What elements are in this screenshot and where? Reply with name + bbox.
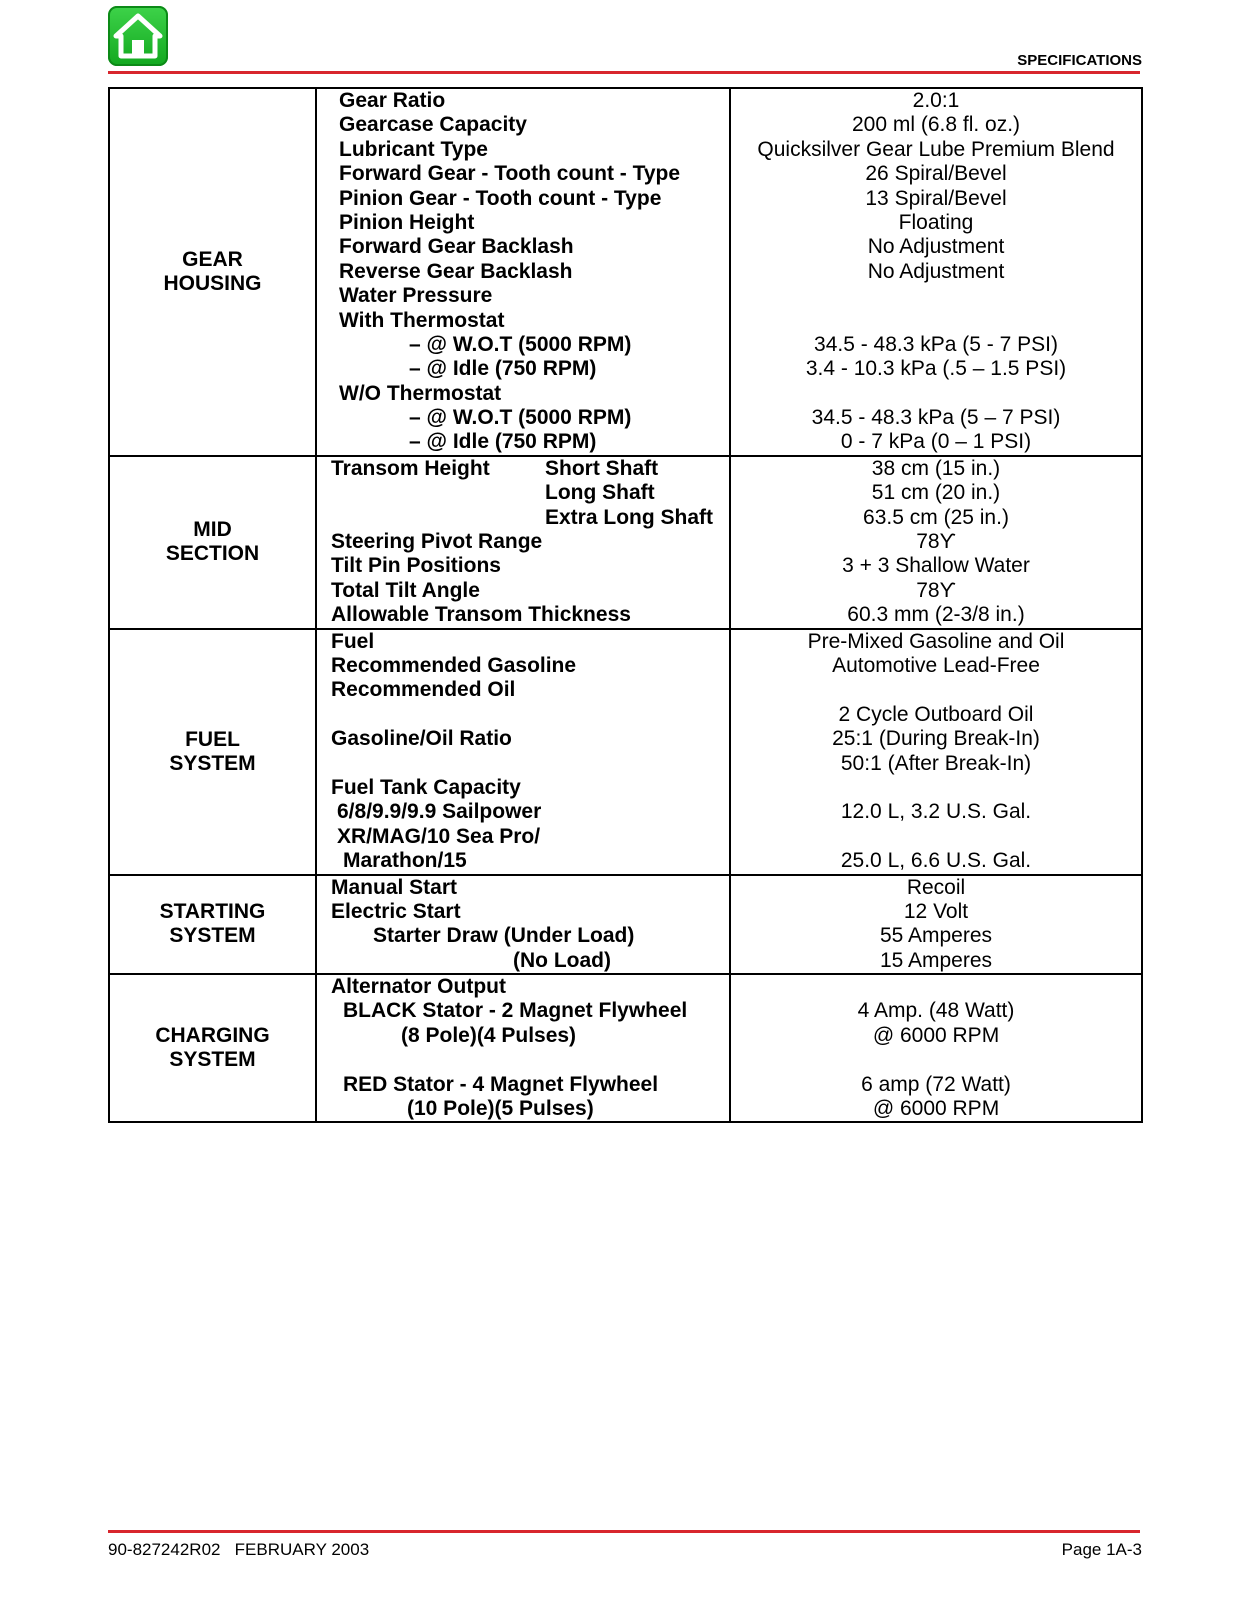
- spec-label-text: XR/MAG/10 Sea Pro/: [337, 824, 541, 848]
- page-number: Page 1A-3: [1061, 1540, 1142, 1559]
- spec-label: [317, 481, 729, 505]
- spec-label-text: Allowable Transom Thickness: [331, 603, 631, 627]
- spec-label: [317, 138, 729, 162]
- spec-label: [317, 260, 729, 284]
- spec-label: [317, 603, 729, 627]
- spec-label-text: Steering Pivot Range: [331, 530, 543, 554]
- section-name: [109, 629, 316, 875]
- spec-label-text: Tilt Pin Positions: [331, 554, 501, 578]
- spec-label: [317, 579, 729, 603]
- spec-label: [317, 825, 729, 849]
- spec-value: 2 Cycle Outboard Oil: [838, 702, 1034, 726]
- spec-values: [730, 974, 1142, 1122]
- spec-labels: [316, 629, 730, 875]
- spec-label: [317, 999, 729, 1023]
- spec-label: [317, 406, 729, 430]
- home-button[interactable]: [108, 6, 168, 66]
- spec-sublabel: Extra Long Shaft: [545, 505, 714, 529]
- spec-label-text: – @ W.O.T (5000 RPM): [409, 406, 632, 430]
- spec-value: [731, 382, 1141, 406]
- spec-value: 25.0 L, 6.6 U.S. Gal.: [840, 849, 1032, 873]
- spec-label-text: Lubricant Type: [339, 137, 488, 161]
- spec-label: [317, 876, 729, 900]
- spec-values: [730, 88, 1142, 456]
- spec-section-row: [109, 974, 1142, 1122]
- spec-label: [317, 89, 729, 113]
- spec-section-row: [109, 875, 1142, 975]
- spec-label: [317, 800, 729, 824]
- spec-label: [317, 654, 729, 678]
- spec-label-text: Recommended Gasoline: [331, 653, 577, 677]
- spec-label-text: – @ W.O.T (5000 RPM): [409, 332, 632, 356]
- spec-value: [731, 776, 1141, 800]
- spec-label-text: (8 Pole)(4 Pulses): [401, 1023, 577, 1047]
- spec-label: [317, 975, 729, 999]
- home-icon: [113, 11, 163, 61]
- section-name-line: SYSTEM: [169, 924, 256, 948]
- spec-values: [730, 629, 1142, 875]
- section-name: [109, 456, 316, 629]
- spec-label: [317, 949, 729, 973]
- header-divider: [108, 71, 1140, 74]
- spec-value: 2.0:1: [912, 89, 960, 112]
- section-name-line: HOUSING: [163, 271, 262, 295]
- spec-label-text: BLACK Stator - 2 Magnet Flywheel: [343, 999, 688, 1023]
- spec-label: [317, 382, 729, 406]
- spec-label: [317, 530, 729, 554]
- specifications-table: [108, 87, 1143, 1123]
- spec-label-text: 6/8/9.9/9.9 Sailpower: [337, 800, 542, 824]
- spec-label: [317, 284, 729, 308]
- spec-value: 34.5 - 48.3 kPa (5 – 7 PSI): [811, 406, 1061, 430]
- spec-label-text: Fuel: [331, 629, 375, 653]
- section-name: [109, 875, 316, 975]
- spec-value: [731, 1048, 1141, 1072]
- section-name: [109, 88, 316, 456]
- spec-value: 3.4 - 10.3 kPa (.5 – 1.5 PSI): [805, 357, 1067, 381]
- spec-label: [317, 900, 729, 924]
- section-name-line: SYSTEM: [169, 1048, 256, 1072]
- spec-value: [731, 284, 1141, 308]
- spec-label-text: Gasoline/Oil Ratio: [331, 727, 512, 751]
- spec-label-text: With Thermostat: [339, 308, 505, 332]
- spec-values: [730, 456, 1142, 629]
- spec-value: 12.0 L, 3.2 U.S. Gal.: [840, 800, 1032, 824]
- spec-value: 12 Volt: [903, 899, 969, 923]
- spec-label: [317, 554, 729, 578]
- document-id: 90-827242R02 FEBRUARY 2003: [108, 1540, 370, 1559]
- spec-label-text: Marathon/15: [343, 849, 467, 873]
- section-name-line: SYSTEM: [169, 751, 256, 775]
- spec-sublabel: Short Shaft: [545, 456, 659, 480]
- spec-label-text: Manual Start: [331, 875, 458, 899]
- specifications-table-body: [109, 88, 1142, 1122]
- spec-label: [317, 1097, 729, 1121]
- spec-label: [317, 187, 729, 211]
- spec-value: 200 ml (6.8 fl. oz.): [851, 113, 1021, 137]
- section-name-line: SECTION: [165, 542, 260, 566]
- spec-label: [317, 457, 729, 481]
- spec-label: [317, 162, 729, 186]
- spec-label: [317, 357, 729, 381]
- spec-section-row: [109, 88, 1142, 456]
- spec-label-text: Gear Ratio: [339, 89, 446, 112]
- spec-section-row: [109, 629, 1142, 875]
- spec-label-text: Starter Draw (Under Load): [373, 924, 635, 948]
- spec-label-text: Forward Gear - Tooth count - Type: [339, 162, 681, 186]
- spec-label: [317, 309, 729, 333]
- spec-label-text: Recommended Oil: [331, 678, 516, 702]
- spec-label-text: Reverse Gear Backlash: [339, 259, 573, 283]
- spec-label: [317, 630, 729, 654]
- spec-label: [317, 752, 729, 776]
- section-name-line: STARTING: [159, 900, 266, 924]
- spec-value: 34.5 - 48.3 kPa (5 - 7 PSI): [814, 332, 1058, 356]
- section-title: SPECIFICATIONS: [1017, 52, 1142, 69]
- spec-label-text: (No Load): [513, 948, 611, 972]
- footer-divider: [108, 1530, 1140, 1533]
- spec-sublabel: Long Shaft: [545, 481, 655, 505]
- section-name-line: MID: [193, 518, 232, 542]
- spec-label: [317, 211, 729, 235]
- spec-labels: [316, 974, 730, 1122]
- spec-label-text: (10 Pole)(5 Pulses): [407, 1097, 594, 1121]
- spec-label-text: Total Tilt Angle: [331, 578, 480, 602]
- spec-value: 26 Spiral/Bevel: [865, 162, 1007, 186]
- spec-value: Automotive Lead-Free: [832, 653, 1040, 677]
- spec-value: 3 + 3 Shallow Water: [842, 554, 1030, 578]
- spec-label: [317, 849, 729, 873]
- spec-value: 50:1 (After Break-In): [840, 751, 1032, 775]
- spec-label: [317, 1024, 729, 1048]
- spec-label-text: Fuel Tank Capacity: [331, 775, 521, 799]
- spec-label: [317, 678, 729, 702]
- spec-label-text: Forward Gear Backlash: [339, 235, 574, 259]
- spec-label: [317, 727, 729, 751]
- spec-label: [317, 776, 729, 800]
- section-name-line: FUEL: [185, 727, 240, 751]
- section-name-line: GEAR: [182, 247, 243, 271]
- spec-value: Pre-Mixed Gasoline and Oil: [807, 629, 1065, 653]
- spec-value: 0 - 7 kPa (0 – 1 PSI): [840, 430, 1032, 454]
- spec-value: 51 cm (20 in.): [871, 481, 1001, 505]
- spec-value: 15 Amperes: [879, 948, 993, 972]
- spec-value: @ 6000 RPM: [872, 1023, 1000, 1047]
- spec-value: 60.3 mm (2-3/8 in.): [847, 603, 1025, 627]
- spec-value: 78ϒ: [916, 530, 956, 554]
- spec-label: [317, 430, 729, 454]
- spec-value: 6 amp (72 Watt): [861, 1072, 1011, 1096]
- spec-value: 25:1 (During Break-In): [832, 727, 1040, 751]
- spec-value: 78ϒ: [916, 578, 956, 602]
- spec-label: [317, 1073, 729, 1097]
- spec-value: [731, 678, 1141, 702]
- spec-value: No Adjustment: [867, 259, 1005, 283]
- spec-labels: [316, 88, 730, 456]
- spec-value: 13 Spiral/Bevel: [865, 186, 1007, 210]
- section-name-line: CHARGING: [155, 1024, 270, 1048]
- spec-label: [317, 113, 729, 137]
- spec-label-text: Transom Height: [331, 456, 490, 480]
- spec-value: Floating: [898, 210, 974, 234]
- spec-label: [317, 703, 729, 727]
- spec-label: [317, 506, 729, 530]
- spec-value: [731, 975, 1141, 999]
- spec-label-text: Alternator Output: [331, 975, 506, 999]
- spec-label-text: RED Stator - 4 Magnet Flywheel: [343, 1072, 659, 1096]
- spec-label-text: Water Pressure: [339, 284, 493, 308]
- spec-labels: [316, 456, 730, 629]
- spec-label-text: Electric Start: [331, 899, 461, 923]
- spec-labels: [316, 875, 730, 975]
- spec-value: Recoil: [906, 875, 966, 899]
- spec-label-text: – @ Idle (750 RPM): [409, 357, 597, 381]
- spec-label-text: Pinion Gear - Tooth count - Type: [339, 186, 662, 210]
- spec-value: @ 6000 RPM: [872, 1097, 1000, 1121]
- spec-label: [317, 924, 729, 948]
- spec-value: 4 Amp. (48 Watt): [857, 999, 1015, 1023]
- spec-value: [731, 825, 1141, 849]
- spec-values: [730, 875, 1142, 975]
- spec-value: Quicksilver Gear Lube Premium Blend: [757, 137, 1115, 161]
- spec-value: 63.5 cm (25 in.): [863, 505, 1009, 529]
- spec-value: 38 cm (15 in.): [871, 456, 1001, 480]
- spec-label-text: Pinion Height: [339, 210, 475, 234]
- spec-value: [731, 309, 1141, 333]
- spec-label: [317, 235, 729, 259]
- spec-label: [317, 1048, 729, 1072]
- spec-label-text: – @ Idle (750 RPM): [409, 430, 597, 454]
- spec-label: [317, 333, 729, 357]
- spec-value: No Adjustment: [867, 235, 1005, 259]
- spec-value: 55 Amperes: [879, 924, 993, 948]
- spec-section-row: [109, 456, 1142, 629]
- section-name: [109, 974, 316, 1122]
- spec-label-text: Gearcase Capacity: [339, 113, 527, 137]
- spec-label-text: W/O Thermostat: [339, 381, 502, 405]
